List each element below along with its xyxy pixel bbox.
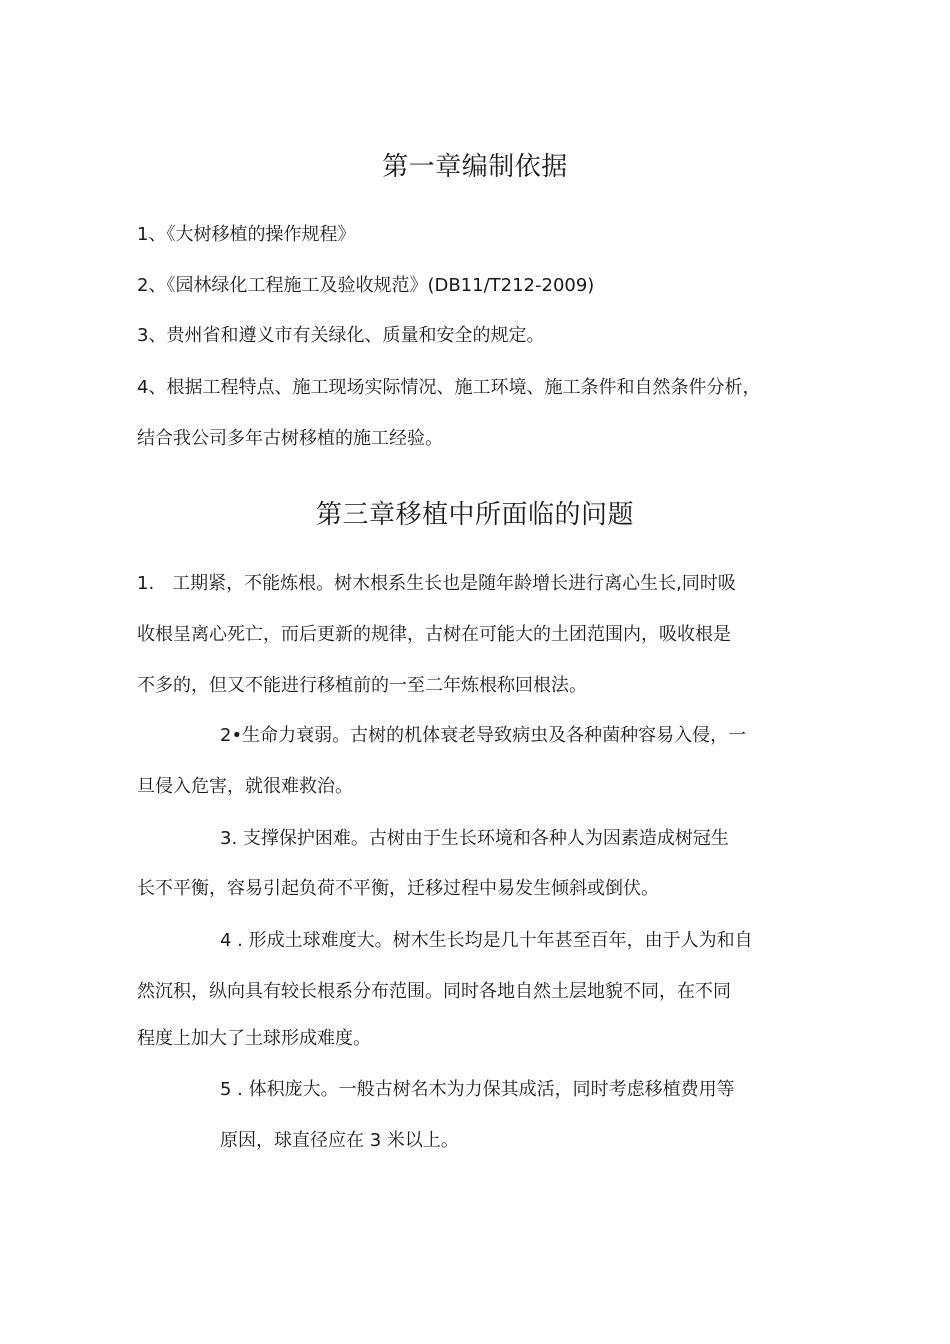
problem-2-line-2: 旦侵入危害，就很难救治。 (137, 776, 353, 797)
problem-3-line-1: 3. 支撑保护困难。古树由于生长环境和各种人为因素造成树冠生 (220, 828, 729, 849)
problem-4-line-3: 程度上加大了土球形成难度。 (137, 1028, 371, 1049)
problem-2-line-1: 2•生命力衰弱。古树的机体衰老导致病虫及各种菌种容易入侵，一 (220, 725, 747, 746)
basis-item-3: 3、贵州省和遵义市有关绿化、质量和安全的规定。 (137, 325, 545, 346)
problem-4-line-1: 4 . 形成土球难度大。树木生长均是几十年甚至百年，由于人为和自 (220, 930, 753, 951)
problem-1-line-2: 收根呈离心死亡，而后更新的规律，古树在可能大的土团范围内，吸收根是 (137, 624, 731, 645)
problem-3-line-2: 长不平衡，容易引起负荷不平衡，迁移过程中易发生倾斜或倒伏。 (137, 878, 659, 899)
basis-item-4-cont: 结合我公司多年古树移植的施工经验。 (137, 428, 443, 449)
problem-1-line-1: 1. 工期紧，不能炼根。树木根系生长也是随年龄增长进行离心生长,同时吸 (137, 573, 736, 594)
basis-item-1: 1、《大树移植的操作规程》 (137, 224, 356, 245)
basis-item-4: 4、根据工程特点、施工现场实际情况、施工环境、施工条件和自然条件分析， (137, 377, 761, 398)
chapter-1-title: 第一章编制依据 (382, 152, 568, 182)
problem-1-line-3: 不多的，但又不能进行移植前的一至二年炼根称回根法。 (137, 675, 587, 696)
problem-5-line-1: 5 . 体积庞大。一般古树名木为力保其成活，同时考虑移植费用等 (220, 1079, 735, 1100)
problem-4-line-2: 然沉积，纵向具有较长根系分布范围。同时各地自然土层地貌不同，在不同 (137, 981, 731, 1002)
problem-5-line-2: 原因，球直径应在 3 米以上。 (220, 1130, 459, 1151)
basis-item-2: 2、《园林绿化工程施工及验收规范》(DB11/T212-2009) (137, 275, 595, 296)
chapter-3-title: 第三章移植中所面临的问题 (315, 500, 634, 530)
